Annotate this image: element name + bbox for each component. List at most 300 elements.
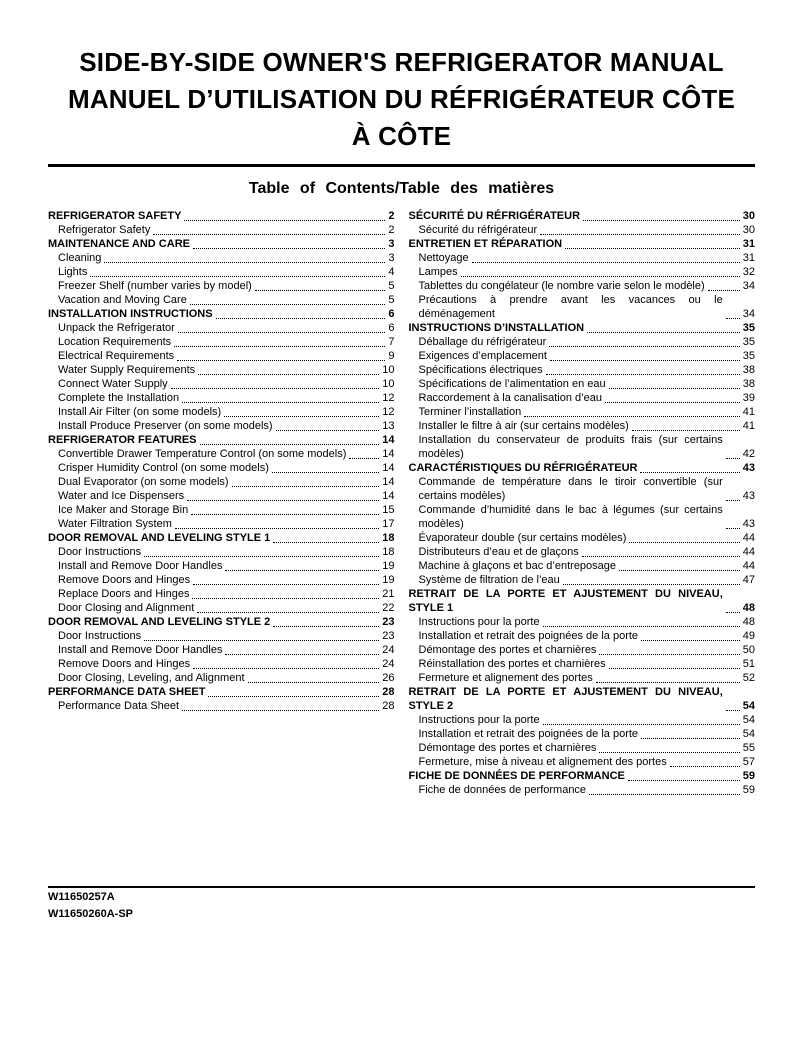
toc-column-english	[48, 209, 395, 797]
toc-item-entry	[48, 251, 395, 265]
dot-leader	[726, 710, 740, 711]
toc-entry-label: Installer le filtre à air (sur certains modèles)	[418, 420, 629, 432]
toc-item-entry	[409, 531, 756, 545]
toc-entry-page: 34	[742, 280, 755, 292]
toc-entry-label: Fermeture, mise à niveau et alignement des portes	[418, 756, 667, 768]
toc-entry-page: 31	[742, 252, 755, 264]
toc-entry-page: 43	[742, 462, 755, 474]
dot-leader	[619, 570, 740, 571]
toc-entry-page: 47	[742, 574, 755, 586]
toc-entry-label: INSTALLATION INSTRUCTIONS	[48, 308, 213, 320]
toc-item-entry	[48, 545, 395, 559]
toc-entry-label: Instructions pour la porte	[418, 714, 540, 726]
dot-leader	[632, 430, 740, 431]
toc-entry-page: 55	[742, 742, 755, 754]
toc-entry-page: 57	[742, 756, 755, 768]
footer-divider	[48, 886, 755, 888]
toc-item-entry	[409, 573, 756, 587]
toc-entry-label: Door Instructions	[58, 546, 142, 558]
dot-leader	[549, 346, 739, 347]
toc-item-entry	[409, 671, 756, 685]
dot-leader	[550, 360, 740, 361]
toc-entry-page: 51	[742, 658, 755, 670]
dot-leader	[175, 528, 379, 529]
dot-leader	[272, 472, 379, 473]
toc-item-entry	[48, 699, 395, 713]
dot-leader	[208, 696, 379, 697]
dot-leader	[546, 374, 740, 375]
dot-leader	[726, 500, 740, 501]
toc-entry-label: Lampes	[418, 266, 458, 278]
toc-item-entry	[48, 573, 395, 587]
toc-entry-page: 14	[382, 490, 395, 502]
toc-entry-label: Système de filtration de l’eau	[418, 574, 560, 586]
toc-entry-label: Electrical Requirements	[58, 350, 175, 362]
toc-item-entry	[48, 265, 395, 279]
dot-leader	[216, 318, 386, 319]
toc-entry-page: 14	[382, 476, 395, 488]
toc-entry-label: Install and Remove Door Handles	[58, 560, 223, 572]
dot-leader	[184, 220, 385, 221]
toc-heading: Table of Contents/Table des matières	[248, 180, 555, 197]
toc-section-entry	[48, 307, 395, 321]
toc-entry-label: Nettoyage	[418, 252, 469, 264]
toc-entry-page: 23	[382, 630, 395, 642]
toc-entry-label: ENTRETIEN ET RÉPARATION	[408, 238, 563, 250]
toc-item-entry	[409, 741, 756, 755]
toc-item-entry	[48, 461, 395, 475]
toc-entry-label: Cleaning	[58, 252, 102, 264]
toc-item-entry	[409, 545, 756, 559]
toc-entry-page: 48	[742, 602, 755, 614]
toc-item-entry	[409, 559, 756, 573]
toc-item-entry	[48, 475, 395, 489]
toc-entry-label: Machine à glaçons et bac d’entreposage	[418, 560, 617, 572]
toc-entry-label: Installation et retrait des poignées de la porte	[418, 630, 639, 642]
dot-leader	[273, 626, 379, 627]
toc-entry-label: Door Instructions	[58, 630, 142, 642]
dot-leader	[641, 640, 740, 641]
toc-entry-label: Door Closing, Leveling, and Alignment	[58, 672, 245, 684]
toc-entry-page: 24	[382, 658, 395, 670]
dot-leader	[628, 780, 740, 781]
toc-item-entry	[409, 433, 756, 461]
toc-entry-page: 59	[742, 784, 755, 796]
toc-section-entry	[409, 769, 756, 783]
toc-entry-page: 12	[382, 406, 395, 418]
dot-leader	[589, 794, 740, 795]
toc-entry-label: Raccordement à la canalisation d’eau	[418, 392, 602, 404]
dot-leader	[90, 276, 385, 277]
dot-leader	[182, 710, 379, 711]
toc-entry-label: Commande de température dans le tiroir convertible (sur certains modèles)	[418, 476, 723, 502]
toc-item-entry	[409, 419, 756, 433]
dot-leader	[583, 220, 740, 221]
dot-leader	[200, 444, 380, 445]
dot-leader	[273, 542, 379, 543]
toc-entry-page: 21	[382, 588, 395, 600]
toc-entry-label: Fermeture et alignement des portes	[418, 672, 593, 684]
toc-item-entry	[48, 629, 395, 643]
toc-section-entry	[48, 531, 395, 545]
toc-entry-page: 10	[382, 378, 395, 390]
toc-entry-label: Exigences d’emplacement	[418, 350, 547, 362]
dot-leader	[193, 668, 379, 669]
toc-entry-label: Tablettes du congélateur (le nombre varie selon le modèle)	[418, 280, 705, 292]
toc-entry-label: Crisper Humidity Control (on some models)	[58, 462, 269, 474]
toc-entry-page: 54	[742, 700, 755, 712]
dot-leader	[349, 458, 379, 459]
toc-entry-page: 50	[742, 644, 755, 656]
toc-entry-page: 19	[382, 560, 395, 572]
toc-item-entry	[409, 783, 756, 797]
toc-item-entry	[48, 419, 395, 433]
toc-entry-label: Performance Data Sheet	[58, 700, 180, 712]
toc-entry-label: Install Air Filter (on some models)	[58, 406, 222, 418]
toc-item-entry	[409, 363, 756, 377]
toc-entry-label: Convertible Drawer Temperature Control (on some models)	[58, 448, 347, 460]
toc-section-entry	[409, 321, 756, 335]
toc-entry-page: 2	[388, 224, 395, 236]
toc-item-entry	[48, 377, 395, 391]
title-divider	[48, 164, 755, 167]
toc-item-entry	[48, 321, 395, 335]
dot-leader	[198, 374, 379, 375]
dot-leader	[640, 472, 739, 473]
toc-entry-label: INSTRUCTIONS D’INSTALLATION	[408, 322, 585, 334]
dot-leader	[472, 262, 740, 263]
toc-entry-label: REFRIGERATOR SAFETY	[48, 210, 182, 222]
dot-leader	[224, 416, 379, 417]
dot-leader	[596, 682, 740, 683]
toc-item-entry	[409, 713, 756, 727]
toc-entry-page: 18	[382, 546, 395, 558]
toc-entry-page: 43	[742, 518, 755, 530]
toc-entry-label: REFRIGERATOR FEATURES	[48, 434, 197, 446]
dot-leader	[726, 458, 740, 459]
document-footer	[48, 886, 755, 922]
toc-item-entry	[409, 755, 756, 769]
dot-leader	[174, 346, 385, 347]
toc-entry-label: Précautions à prendre avant les vacances ou le déménagement	[418, 294, 723, 320]
toc-entry-label: Door Closing and Alignment	[58, 602, 195, 614]
toc-item-entry	[409, 251, 756, 265]
toc-item-entry	[48, 349, 395, 363]
toc-entry-page: 39	[742, 392, 755, 404]
toc-item-entry	[409, 727, 756, 741]
toc-entry-label: Commande d’humidité dans le bac à légumes (sur certains modèles)	[418, 504, 723, 530]
toc-item-entry	[48, 293, 395, 307]
toc-entry-label: CARACTÉRISTIQUES DU RÉFRIGÉRATEUR	[408, 462, 638, 474]
toc-entry-page: 23	[382, 616, 395, 628]
toc-entry-label: Évaporateur double (sur certains modèles)	[418, 532, 627, 544]
toc-entry-page: 7	[388, 336, 395, 348]
toc-section-entry	[48, 433, 395, 447]
dot-leader	[565, 248, 740, 249]
dot-leader	[153, 234, 385, 235]
toc-entry-label: Spécifications électriques	[418, 364, 543, 376]
dot-leader	[708, 290, 740, 291]
toc-item-entry	[409, 391, 756, 405]
toc-entry-page: 52	[742, 672, 755, 684]
toc-entry-page: 44	[742, 546, 755, 558]
dot-leader	[144, 640, 379, 641]
toc-entry-label: RETRAIT DE LA PORTE ET AJUSTEMENT DU NIVEAU, STYLE 2	[408, 686, 723, 712]
toc-entry-page: 28	[382, 686, 395, 698]
toc-entry-page: 31	[742, 238, 755, 250]
dot-leader	[726, 318, 740, 319]
toc-item-entry	[409, 615, 756, 629]
dot-leader	[599, 654, 739, 655]
toc-entry-page: 30	[742, 224, 755, 236]
toc-entry-label: Location Requirements	[58, 336, 172, 348]
toc-entry-page: 35	[742, 350, 755, 362]
toc-entry-page: 35	[742, 336, 755, 348]
toc-entry-label: Lights	[58, 266, 88, 278]
toc-entry-page: 3	[388, 238, 395, 250]
toc-entry-page: 44	[742, 532, 755, 544]
dot-leader	[670, 766, 740, 767]
toc-item-entry	[48, 587, 395, 601]
toc-entry-label: Connect Water Supply	[58, 378, 168, 390]
dot-leader	[197, 612, 379, 613]
toc-entry-label: FICHE DE DONNÉES DE PERFORMANCE	[408, 770, 625, 782]
toc-entry-page: 41	[742, 406, 755, 418]
toc-item-entry	[48, 223, 395, 237]
toc-entry-label: Replace Doors and Hinges	[58, 588, 190, 600]
title-line-1: SIDE-BY-SIDE OWNER'S REFRIGERATOR MANUAL	[79, 47, 724, 77]
toc-entry-page: 13	[382, 420, 395, 432]
dot-leader	[225, 654, 379, 655]
toc-entry-page: 2	[388, 210, 395, 222]
toc-item-entry	[48, 671, 395, 685]
dot-leader	[563, 584, 740, 585]
toc-entry-page: 14	[382, 434, 395, 446]
toc-entry-page: 26	[382, 672, 395, 684]
toc-entry-page: 17	[382, 518, 395, 530]
toc-entry-label: DOOR REMOVAL AND LEVELING STYLE 1	[48, 532, 271, 544]
toc-item-entry	[48, 503, 395, 517]
toc-item-entry	[409, 279, 756, 293]
toc-entry-label: Instructions pour la porte	[418, 616, 540, 628]
dot-leader	[232, 486, 380, 487]
dot-leader	[182, 402, 379, 403]
toc-item-entry	[48, 559, 395, 573]
toc-entry-label: Réinstallation des portes et charnières	[418, 658, 606, 670]
toc-section-entry	[409, 461, 756, 475]
toc-entry-page: 59	[742, 770, 755, 782]
toc-entry-label: Refrigerator Safety	[58, 224, 151, 236]
toc-item-entry	[409, 657, 756, 671]
dot-leader	[177, 360, 385, 361]
toc-entry-label: DOOR REMOVAL AND LEVELING STYLE 2	[48, 616, 271, 628]
toc-item-entry	[409, 405, 756, 419]
toc-entry-page: 24	[382, 644, 395, 656]
dot-leader	[641, 738, 740, 739]
dot-leader	[171, 388, 380, 389]
toc-entry-label: Install Produce Preserver (on some models)	[58, 420, 273, 432]
toc-entry-page: 5	[388, 294, 395, 306]
toc-entry-page: 10	[382, 364, 395, 376]
dot-leader	[587, 332, 740, 333]
toc-entry-label: Démontage des portes et charnières	[418, 644, 597, 656]
toc-entry-page: 38	[742, 378, 755, 390]
dot-leader	[629, 542, 739, 543]
dot-leader	[582, 556, 740, 557]
dot-leader	[248, 682, 380, 683]
toc-section-entry	[48, 615, 395, 629]
toc-entry-label: Unpack the Refrigerator	[58, 322, 175, 334]
toc-entry-page: 14	[382, 448, 395, 460]
toc-entry-label: Terminer l’installation	[418, 406, 522, 418]
toc-entry-label: PERFORMANCE DATA SHEET	[48, 686, 206, 698]
toc-entry-page: 9	[388, 350, 395, 362]
part-number-2: W11650260A-SP	[48, 908, 133, 920]
toc-item-entry	[48, 391, 395, 405]
toc-item-entry	[409, 265, 756, 279]
toc-entry-page: 18	[382, 532, 395, 544]
toc-entry-page: 34	[742, 308, 755, 320]
toc-entry-label: Water Filtration System	[58, 518, 172, 530]
toc-item-entry	[48, 489, 395, 503]
toc-item-entry	[48, 657, 395, 671]
title-line-2: MANUEL D’UTILISATION DU RÉFRIGÉRATEUR CÔTE	[67, 84, 736, 114]
toc-entry-label: MAINTENANCE AND CARE	[48, 238, 190, 250]
toc-section-entry	[409, 587, 756, 615]
toc-entry-page: 6	[388, 308, 395, 320]
toc-item-entry	[48, 335, 395, 349]
toc-item-entry	[409, 503, 756, 531]
dot-leader	[193, 584, 379, 585]
toc-entry-page: 15	[382, 504, 395, 516]
toc-entry-label: Fiche de données de performance	[418, 784, 587, 796]
toc-entry-label: RETRAIT DE LA PORTE ET AJUSTEMENT DU NIVEAU, STYLE 1	[408, 588, 723, 614]
toc-columns	[48, 209, 755, 797]
dot-leader	[543, 626, 740, 627]
dot-leader	[276, 430, 380, 431]
toc-item-entry	[409, 643, 756, 657]
toc-entry-page: 48	[742, 616, 755, 628]
toc-entry-page: 30	[742, 210, 755, 222]
toc-section-entry	[409, 237, 756, 251]
dot-leader	[543, 724, 740, 725]
toc-entry-page: 19	[382, 574, 395, 586]
toc-entry-label: Vacation and Moving Care	[58, 294, 187, 306]
toc-entry-page: 38	[742, 364, 755, 376]
toc-entry-label: Sécurité du réfrigérateur	[418, 224, 538, 236]
toc-entry-page: 54	[742, 714, 755, 726]
toc-item-entry	[409, 377, 756, 391]
dot-leader	[461, 276, 740, 277]
dot-leader	[178, 332, 386, 333]
toc-section-entry	[48, 685, 395, 699]
toc-entry-label: Remove Doors and Hinges	[58, 574, 191, 586]
toc-entry-label: Water Supply Requirements	[58, 364, 196, 376]
toc-entry-page: 6	[388, 322, 395, 334]
part-number-1: W11650257A	[48, 891, 115, 903]
document-title	[48, 44, 755, 155]
title-line-3: À CÔTE	[351, 121, 452, 151]
dot-leader	[726, 528, 740, 529]
dot-leader	[609, 388, 740, 389]
toc-entry-label: Remove Doors and Hinges	[58, 658, 191, 670]
dot-leader	[255, 290, 386, 291]
toc-item-entry	[409, 223, 756, 237]
toc-item-entry	[48, 643, 395, 657]
toc-item-entry	[409, 629, 756, 643]
toc-entry-label: SÉCURITÉ DU RÉFRIGÉRATEUR	[408, 210, 581, 222]
toc-entry-page: 54	[742, 728, 755, 740]
toc-entry-page: 28	[382, 700, 395, 712]
dot-leader	[191, 514, 379, 515]
toc-entry-label: Dual Evaporator (on some models)	[58, 476, 229, 488]
toc-section-entry	[48, 209, 395, 223]
toc-entry-page: 5	[388, 280, 395, 292]
toc-entry-page: 4	[388, 266, 395, 278]
toc-item-entry	[409, 335, 756, 349]
toc-item-entry	[409, 475, 756, 503]
toc-entry-page: 12	[382, 392, 395, 404]
dot-leader	[524, 416, 740, 417]
toc-column-french	[409, 209, 756, 797]
toc-item-entry	[48, 517, 395, 531]
toc-item-entry	[409, 349, 756, 363]
toc-entry-page: 22	[382, 602, 395, 614]
toc-entry-label: Démontage des portes et charnières	[418, 742, 597, 754]
dot-leader	[193, 248, 385, 249]
dot-leader	[104, 262, 385, 263]
toc-entry-label: Installation et retrait des poignées de la porte	[418, 728, 639, 740]
toc-entry-label: Complete the Installation	[58, 392, 180, 404]
toc-entry-page: 44	[742, 560, 755, 572]
toc-entry-label: Distributeurs d’eau et de glaçons	[418, 546, 579, 558]
toc-item-entry	[409, 293, 756, 321]
dot-leader	[190, 304, 386, 305]
toc-item-entry	[48, 447, 395, 461]
toc-entry-label: Ice Maker and Storage Bin	[58, 504, 189, 516]
toc-section-entry	[48, 237, 395, 251]
toc-item-entry	[48, 363, 395, 377]
dot-leader	[599, 752, 739, 753]
toc-entry-page: 32	[742, 266, 755, 278]
toc-entry-page: 14	[382, 462, 395, 474]
dot-leader	[187, 500, 379, 501]
toc-section-entry	[409, 209, 756, 223]
toc-entry-label: Water and Ice Dispensers	[58, 490, 185, 502]
dot-leader	[609, 668, 740, 669]
toc-entry-label: Install and Remove Door Handles	[58, 644, 223, 656]
toc-entry-label: Spécifications de l’alimentation en eau	[418, 378, 606, 390]
dot-leader	[225, 570, 379, 571]
toc-entry-page: 43	[742, 490, 755, 502]
toc-entry-label: Déballage du réfrigérateur	[418, 336, 547, 348]
toc-entry-page: 3	[388, 252, 395, 264]
toc-item-entry	[48, 279, 395, 293]
toc-section-entry	[409, 685, 756, 713]
dot-leader	[192, 598, 379, 599]
dot-leader	[726, 612, 740, 613]
toc-entry-page: 35	[742, 322, 755, 334]
dot-leader	[540, 234, 740, 235]
toc-entry-page: 49	[742, 630, 755, 642]
dot-leader	[144, 556, 379, 557]
toc-item-entry	[48, 405, 395, 419]
toc-item-entry	[48, 601, 395, 615]
toc-entry-page: 42	[742, 448, 755, 460]
toc-entry-page: 41	[742, 420, 755, 432]
toc-entry-label: Installation du conservateur de produits frais (sur certains modèles)	[418, 434, 723, 460]
dot-leader	[605, 402, 740, 403]
